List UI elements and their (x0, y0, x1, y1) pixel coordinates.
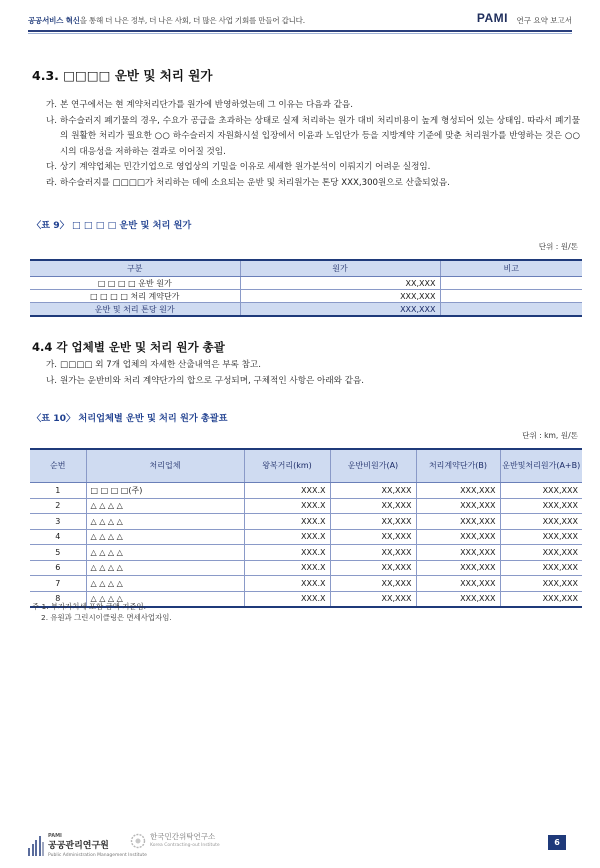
paragraph-marker: 라. (46, 177, 58, 188)
table-cell: XXX.X (244, 529, 330, 545)
note-line: 2. 유원과 그린시이클링은 면세사업자임. (41, 613, 172, 622)
table-cell: XX,XXX (330, 576, 416, 592)
table-cell: 7 (30, 576, 86, 592)
paragraph-marker: 가. (46, 100, 58, 110)
column-header: 처리업체 (86, 449, 244, 483)
slogan-rest: 을 통해 더 나은 정부, 더 나은 사회, 더 많은 사업 기회를 만들어 갑니다. (79, 16, 305, 25)
table-cell: XXX.X (244, 483, 330, 499)
table-cell: XX,XXX (330, 560, 416, 576)
kci-logo-text (150, 832, 220, 850)
paragraph (46, 160, 580, 176)
table-cell: □ □ □ □ 운반 원가 (30, 277, 240, 290)
table-cell: 4 (30, 529, 86, 545)
table-cell: XXX,XXX (416, 483, 500, 499)
table-cell: △ △ △ △ (86, 498, 244, 514)
table-cell: XXX,XXX (500, 560, 582, 576)
table-cell: XXX,XXX (416, 529, 500, 545)
paragraph-marker: 다. (46, 162, 58, 172)
table-10-body (30, 483, 582, 608)
table-cell: 8 (30, 591, 86, 607)
paragraph (46, 358, 580, 374)
column-header: 운반및처리원가(A+B) (500, 449, 582, 483)
table-cell: 5 (30, 545, 86, 561)
table-9-caption: 〈표 9〉 □ □ □ □ 운반 및 처리 원가 (32, 220, 192, 231)
paragraph-marker: 나. (46, 115, 58, 126)
table-cell: XX,XXX (330, 514, 416, 530)
column-header: 왕복거리(km) (244, 449, 330, 483)
table-row (30, 576, 582, 592)
table-cell: △ △ △ △ (86, 514, 244, 530)
table-cell: XXX.X (244, 514, 330, 530)
section-4-3-title: 4.3. □□□□ 운반 및 처리 원가 (32, 68, 213, 83)
table-cell: △ △ △ △ (86, 576, 244, 592)
table-10-notes (32, 601, 172, 623)
header-brand: PAMI (476, 11, 508, 25)
table-cell: XXX,XXX (500, 483, 582, 499)
table-cell: XXX,XXX (416, 514, 500, 530)
table-cell: △ △ △ △ (86, 529, 244, 545)
column-header: 비고 (440, 260, 582, 277)
paragraph (46, 374, 580, 390)
table-cell: XXX.X (244, 498, 330, 514)
paragraph-text: 원가는 운반비와 처리 계약단가의 합으로 구성되며, 구체적인 사항은 아래와 같음. (60, 375, 365, 386)
table-cell: XXX,XXX (500, 576, 582, 592)
pami-logo-name: 공공관리연구원 (48, 841, 109, 851)
table-cell: XX,XXX (330, 498, 416, 514)
table-cell: XXX,XXX (416, 591, 500, 607)
table-cell: XXX,XXX (240, 290, 440, 303)
column-header: 순번 (30, 449, 86, 483)
table-cell: XXX,XXX (500, 529, 582, 545)
table-cell: XXX,XXX (500, 545, 582, 561)
header-divider (28, 30, 572, 32)
paragraph-marker: 나. (46, 375, 58, 386)
pami-bars-icon (28, 836, 44, 856)
table-cell (440, 277, 582, 290)
table-row (30, 560, 582, 576)
table-cell: △ △ △ △ (86, 591, 244, 607)
table-cell: XXX.X (244, 591, 330, 607)
table-cell: △ △ △ △ (86, 560, 244, 576)
table-cell: XXX,XXX (500, 514, 582, 530)
table-header-row (30, 449, 582, 483)
paragraph-text: 본 연구에서는 현 계약처리단가를 원가에 반영하였는데 그 이유는 다음과 같음. (60, 100, 353, 110)
section-4-4-body (46, 358, 580, 389)
table-cell: 3 (30, 514, 86, 530)
table-cell: XX,XXX (330, 529, 416, 545)
paragraph (46, 98, 580, 114)
table-row (30, 545, 582, 561)
table-cell: □ □ □ □(주) (86, 483, 244, 499)
table-cell: XX,XXX (330, 591, 416, 607)
table-cell: XXX.X (244, 576, 330, 592)
page-number: 6 (548, 835, 566, 850)
table-row (30, 498, 582, 514)
table-cell: XXX,XXX (500, 498, 582, 514)
kci-seal-icon (130, 833, 146, 849)
table-header-row (30, 260, 582, 277)
section-4-4-title: 4.4 각 업체별 운반 및 처리 원가 총괄 (32, 340, 225, 354)
table-row (30, 529, 582, 545)
table-cell: XXX,XXX (416, 576, 500, 592)
table-cell: 2 (30, 498, 86, 514)
section-4-3-body (46, 98, 580, 191)
table-9-unit: 단위 : 원/톤 (538, 242, 578, 251)
kci-logo-english: Korea Contracting-out Institute (150, 843, 220, 848)
table-cell: XXX,XXX (500, 591, 582, 607)
paragraph-text: □□□□ 외 7개 업체의 자세한 산출내역은 부록 참고. (60, 360, 261, 370)
table-10-caption: 〈표 10〉 처리업체별 운반 및 처리 원가 총괄표 (32, 413, 228, 424)
header-doc-type: 연구 요약 보고서 (516, 16, 572, 25)
page-header (28, 0, 572, 30)
kci-logo-name: 한국민간위탁연구소 (150, 832, 216, 841)
table-cell: △ △ △ △ (86, 545, 244, 561)
page-footer (28, 826, 572, 858)
table-row (30, 290, 582, 303)
table-row (30, 483, 582, 499)
pami-logo-abbrev: PAMI (48, 833, 62, 839)
column-header: 처리계약단가(B) (416, 449, 500, 483)
table-cell: □ □ □ □ 처리 계약단가 (30, 290, 240, 303)
header-slogan (28, 15, 305, 26)
table-10 (30, 448, 582, 608)
paragraph-marker: 가. (46, 360, 58, 370)
paragraph (46, 114, 580, 161)
table-cell: 6 (30, 560, 86, 576)
table-row (30, 514, 582, 530)
table-cell (440, 290, 582, 303)
kci-logo (130, 832, 220, 850)
table-cell: XXX,XXX (416, 560, 500, 576)
note-line: 주 1. 부가가치세 포함 금액 기준임. (32, 602, 146, 611)
table-cell: XX,XXX (240, 277, 440, 290)
table-cell: XXX.X (244, 560, 330, 576)
table-total-row (30, 303, 582, 317)
table-cell: XX,XXX (330, 545, 416, 561)
table-cell (440, 303, 582, 317)
table-9 (30, 259, 582, 317)
table-cell: XXX,XXX (416, 498, 500, 514)
table-cell: XXX,XXX (240, 303, 440, 317)
paragraph-text: 상기 계약업체는 민간기업으로 영업상의 기밀을 이유로 세세한 원가분석이 이뤄지기 어려운 실정임. (60, 162, 431, 172)
header-divider-thin (28, 33, 572, 34)
table-cell: XXX.X (244, 545, 330, 561)
pami-logo-english: Public Administration Management Institute (48, 853, 147, 858)
table-cell: 1 (30, 483, 86, 499)
column-header: 운반비원가(A) (330, 449, 416, 483)
table-cell: XXX,XXX (416, 545, 500, 561)
table-10-unit: 단위 : km, 원/톤 (522, 431, 578, 440)
table-row (30, 277, 582, 290)
table-cell: 운반 및 처리 톤당 원가 (30, 303, 240, 317)
column-header: 원가 (240, 260, 440, 277)
paragraph (46, 176, 580, 192)
column-header: 구분 (30, 260, 240, 277)
slogan-highlight: 공공서비스 혁신 (28, 16, 80, 25)
table-cell: XX,XXX (330, 483, 416, 499)
paragraph-text: 하수슬러지 폐기물의 경우, 수요가 공급을 초과하는 상태로 실제 처리하는 원가 대비 처리비용이 높게 형성되어 있는 상태임. 따라서 폐기물의 원활한 처리가 필요한 ○○ 하수슬러지 자원화시설 입장에서 이윤과 노임단가 등을 지방계약 기준에 맞춘 처리원가를 반영하는 것은 ○○시의 대응성을 저하하는 결과로 이어질 것임. (60, 115, 580, 157)
paragraph-text: 하수슬러지를 □□□□가 처리하는 데에 소요되는 운반 및 처리원가는 톤당 XXX,300원으로 산출되었음. (60, 177, 450, 188)
